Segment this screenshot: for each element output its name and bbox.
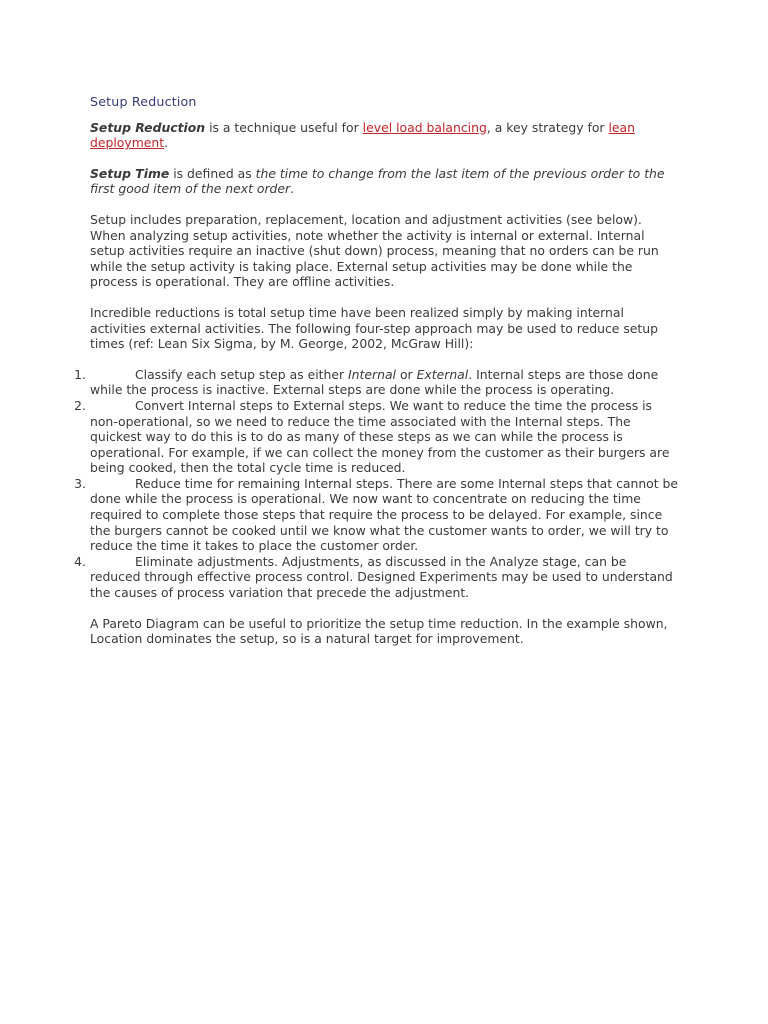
step-text-a: Classify each setup step as either	[135, 366, 349, 382]
list-number: 3.	[74, 475, 86, 491]
step-text-b: or	[396, 366, 417, 382]
lean-deployment-link[interactable]: lean deployment	[90, 119, 635, 151]
document-body	[74, 94, 680, 662]
page-title: Setup Reduction	[90, 94, 197, 109]
definition-text: the time to change from the last item of the previous order to the first good item of the next order	[90, 165, 665, 197]
definition-paragraph	[90, 166, 680, 197]
intro-text-2: , a key strategy for	[486, 119, 609, 135]
setup-activities-paragraph: Setup includes preparation, replacement, location and adjustment activities (see below). When analyzing setup activities, note whether the activity is internal or external. Internal setup activities require an inactive (shut down) process, meaning that no orders can be run while the setup activity is taking place. External setup activities may be done while the process is operational. They are offline activities.	[90, 211, 659, 290]
intro-text-1: is a technique useful for	[205, 119, 363, 135]
four-step-list	[74, 366, 680, 601]
step-text: Convert Internal steps to External steps. We want to reduce the time the process is non-operational, so we need to reduce the time associated with the Internal steps. The quickest way to do this is to do as many of these steps as we can while the process is operational. For example, if we can collect the money from the customer as their burgers are being cooked, then the total cycle time is reduced.	[90, 397, 670, 476]
list-number: 2.	[74, 397, 86, 413]
definition-term: Setup Time	[90, 165, 170, 181]
definition-text-1: is defined as	[169, 165, 256, 181]
intro-term: Setup Reduction	[90, 119, 206, 135]
definition-text-2: .	[290, 181, 295, 197]
internal-term: Internal	[348, 366, 397, 382]
intro-paragraph	[90, 120, 680, 151]
step-text: Reduce time for remaining Internal steps. There are some Internal steps that cannot be done while the process is operational. We now want to concentrate on reducing the time required to complete those steps that require the process to be delayed. For example, since the burgers cannot be cooked until we know what the customer wants to order, we will try to reduce the time it takes to place the customer order.	[90, 475, 679, 554]
intro-text-3: .	[164, 135, 169, 151]
list-number: 1.	[74, 366, 86, 382]
list-item	[74, 366, 680, 398]
step-text: Eliminate adjustments. Adjustments, as discussed in the Analyze stage, can be reduced through effective process control. Designed Experiments may be used to understand the causes of process variation that precede the adjustment.	[90, 553, 673, 601]
reductions-paragraph: Incredible reductions is total setup time have been realized simply by making internal activities external activities. The following four-step approach may be used to reduce setup times (ref: Lean Six Sigma, by M. George, 2002, McGraw Hill):	[90, 304, 658, 352]
level-load-balancing-link[interactable]: level load balancing	[362, 119, 487, 135]
external-term: External	[416, 366, 469, 382]
list-item	[74, 553, 680, 601]
list-item	[74, 475, 680, 554]
list-item	[74, 397, 680, 476]
step-text-c: . Internal steps are those done while the process is inactive. External steps are done while the process is operating.	[90, 366, 659, 398]
pareto-paragraph: A Pareto Diagram can be useful to prioritize the setup time reduction. In the example shown, Location dominates the setup, so is a natural target for improvement.	[90, 615, 668, 647]
list-number: 4.	[74, 553, 86, 569]
